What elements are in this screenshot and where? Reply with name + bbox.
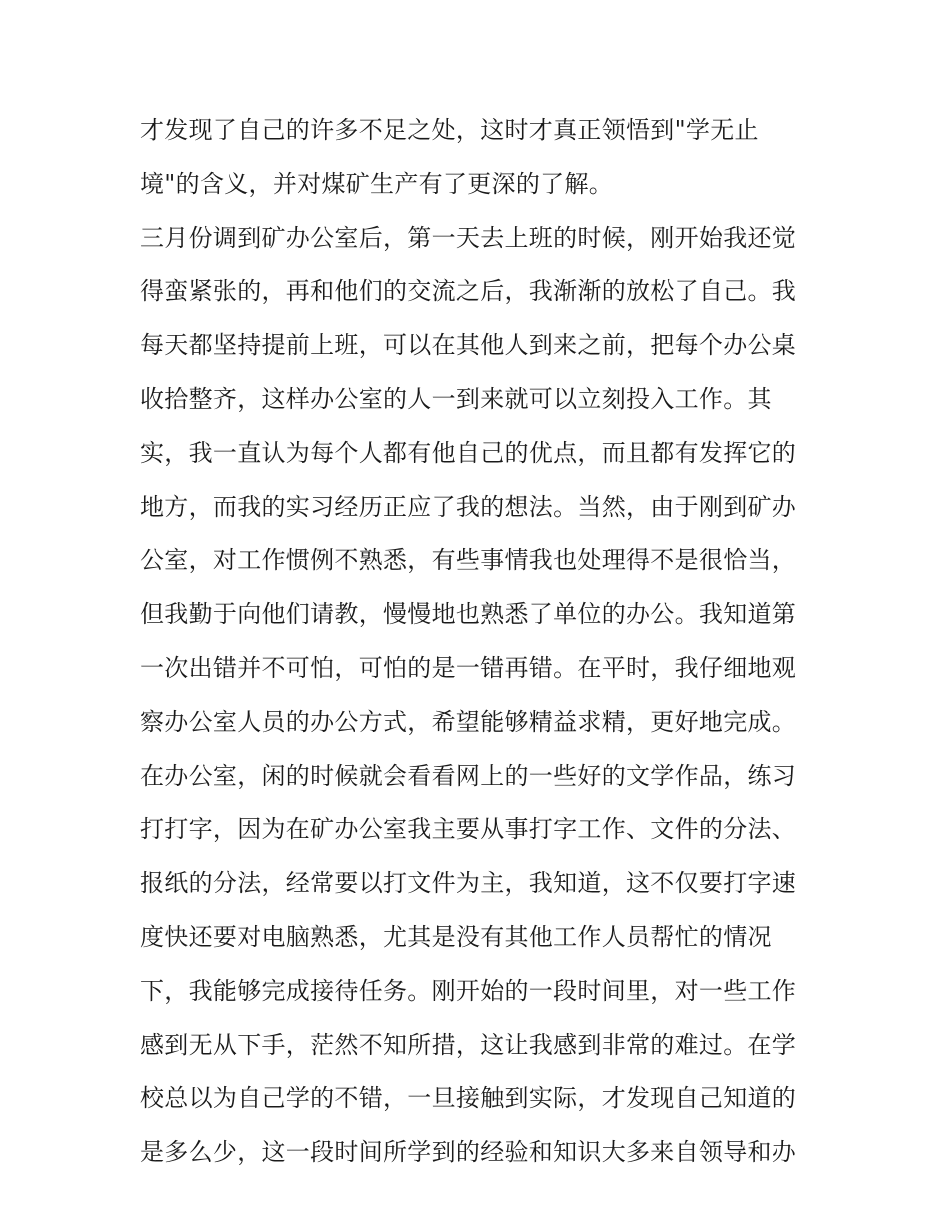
text-line: 地方，而我的实习经历正应了我的想法。当然，由于刚到矿办 xyxy=(140,492,797,521)
text-line: 一次出错并不可怕，可怕的是一错再错。在平时，我仔细地观 xyxy=(140,653,797,682)
text-line: 每天都坚持提前上班，可以在其他人到来之前，把每个办公桌 xyxy=(140,331,797,360)
text-line: 报纸的分法，经常要以打文件为主，我知道，这不仅要打字速 xyxy=(140,869,797,898)
text-line: 实，我一直认为每个人都有他自己的优点，而且都有发挥它的 xyxy=(140,438,797,467)
body-text xyxy=(140,104,820,1180)
text-line: 才发现了自己的许多不足之处，这时才真正领悟到"学无止 xyxy=(140,116,759,144)
text-line: 察办公室人员的办公方式，希望能够精益求精，更好地完成。 xyxy=(140,707,797,736)
text-line: 是多么少，这一段时间所学到的经验和知识大多来自领导和办 xyxy=(140,1138,797,1167)
text-line: 公室，对工作惯例不熟悉，有些事情我也处理得不是很恰当， xyxy=(140,546,797,575)
text-line: 度快还要对电脑熟悉，尤其是没有其他工作人员帮忙的情况 xyxy=(140,922,772,951)
text-line: 打打字，因为在矿办公室我主要从事打字工作、文件的分法、 xyxy=(140,815,797,844)
text-line: 感到无从下手，茫然不知所措，这让我感到非常的难过。在学 xyxy=(140,1030,797,1059)
text-line: 境"的含义，并对煤矿生产有了更深的了解。 xyxy=(140,169,614,198)
text-line: 收拾整齐，这样办公室的人一到来就可以立刻投入工作。其 xyxy=(140,384,772,413)
text-line: 三月份调到矿办公室后，第一天去上班的时候，刚开始我还觉 xyxy=(140,223,797,252)
text-line: 下，我能够完成接待任务。刚开始的一段时间里，对一些工作 xyxy=(140,976,797,1005)
text-line: 但我勤于向他们请教，慢慢地也熟悉了单位的办公。我知道第 xyxy=(140,600,797,629)
text-line: 在办公室，闲的时候就会看看网上的一些好的文学作品，练习 xyxy=(140,761,797,790)
text-line: 校总以为自己学的不错，一旦接触到实际，才发现自己知道的 xyxy=(140,1084,797,1113)
text-line: 得蛮紧张的，再和他们的交流之后，我渐渐的放松了自己。我 xyxy=(140,277,797,306)
